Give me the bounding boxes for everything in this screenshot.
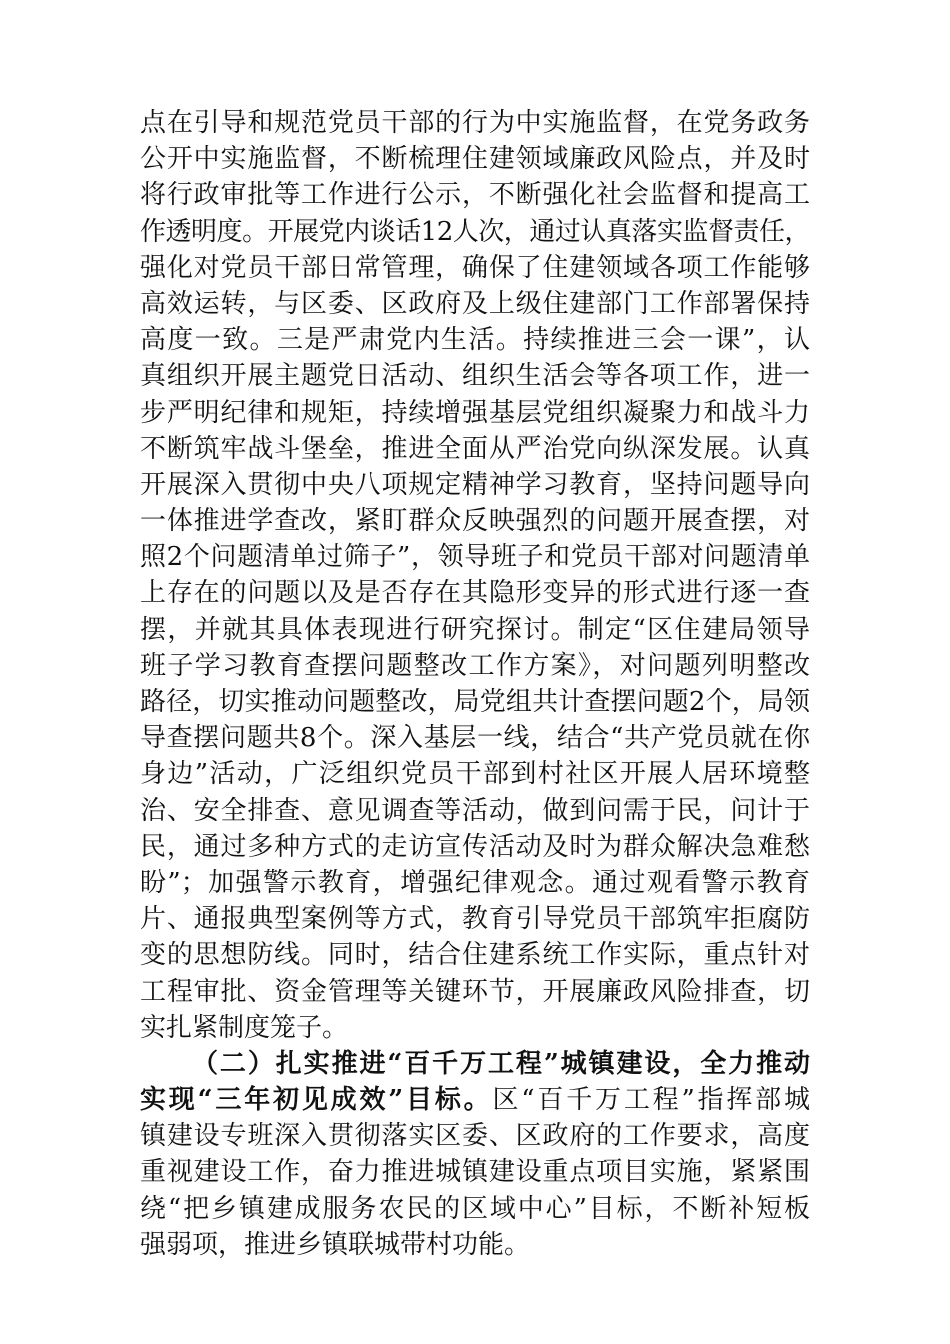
- text-line: 导查摆问题共8个。深入基层一线，结合“共产党员就在你: [140, 723, 810, 754]
- text-line: 作透明度。开展党内谈话12人次，通过认真落实监督责任，: [140, 216, 810, 247]
- text-line: 镇建设专班深入贯彻落实区委、区政府的工作要求，高度: [140, 1121, 810, 1152]
- text-line: 治、安全排查、意见调查等活动，做到问需于民，问计于: [140, 795, 810, 826]
- text-line: 身边”活动，广泛组织党员干部到村社区开展人居环境整: [140, 759, 810, 790]
- text-line: 重视建设工作，奋力推进城镇建设重点项目实施，紧紧围: [140, 1157, 810, 1188]
- text-line: 公开中实施监督，不断梳理住建领域廉政风险点，并及时: [140, 144, 810, 175]
- text-line: 盼”；加强警示教育，增强纪律观念。通过观看警示教育: [140, 867, 810, 898]
- paragraph-1: [140, 105, 810, 1046]
- section-heading-line: （二）扎实推进“百千万工程”城镇建设，全力推动: [192, 1048, 810, 1079]
- text-line: 点在引导和规范党员干部的行为中实施监督，在党务政务: [140, 108, 810, 138]
- text-line: 不断筑牢战斗堡垒，推进全面从严治党向纵深发展。认真: [140, 433, 810, 464]
- document-body: [140, 105, 810, 1263]
- text-line: 摆，并就其具体表现进行研究探讨。制定“区住建局领导: [140, 614, 810, 645]
- text-line: 片、通报典型案例等方式，教育引导党员干部筑牢拒腐防: [140, 904, 810, 935]
- text-line: 工程审批、资金管理等关键环节，开展廉政风险排查，切: [140, 976, 810, 1007]
- text-line: 高效运转，与区委、区政府及上级住建部门工作部署保持: [140, 288, 810, 319]
- text-line: 步严明纪律和规矩，持续增强基层党组织凝聚力和战斗力: [140, 397, 810, 428]
- text-line: 路径，切实推动问题整改，局党组共计查摆问题2个，局领: [140, 687, 810, 717]
- text-line: 强化对党员干部日常管理，确保了住建领域各项工作能够: [140, 252, 810, 283]
- section-heading-mixed-line: [140, 1082, 810, 1118]
- text-fragment: 区“百千万工程”指挥部城: [492, 1085, 810, 1116]
- text-line: 上存在的问题以及是否存在其隐形变异的形式进行逐一查: [140, 578, 810, 609]
- text-line: 班子学习教育查摆问题整改工作方案》，对问题列明整改: [140, 650, 810, 681]
- text-line: 绕“把乡镇建成服务农民的区域中心”目标，不断补短板: [140, 1193, 810, 1224]
- text-line: 实扎紧制度笼子。: [140, 1012, 349, 1043]
- text-line: 强弱项，推进乡镇联城带村功能。: [140, 1229, 531, 1260]
- section-heading-tail: 实现“三年初见成效”目标。: [140, 1085, 493, 1116]
- text-line: 真组织开展主题党日活动、组织生活会等各项工作，进一: [140, 361, 810, 392]
- text-line: 高度一致。三是严肃党内生活。持续推进三会一课”，认: [140, 325, 810, 356]
- text-line: 将行政审批等工作进行公示，不断强化社会监督和提高工: [140, 180, 810, 211]
- text-line: 一体推进学查改，紧盯群众反映强烈的问题开展查摆，对: [140, 506, 810, 537]
- text-line: 照2个问题清单过筛子”，领导班子和党员干部对问题清单: [140, 542, 810, 573]
- paragraph-2: [140, 1046, 810, 1263]
- text-line: 开展深入贯彻中央八项规定精神学习教育，坚持问题导向: [140, 469, 810, 500]
- text-line: 变的思想防线。同时，结合住建系统工作实际，重点针对: [140, 940, 810, 971]
- text-line: 民，通过多种方式的走访宣传活动及时为群众解决急难愁: [140, 831, 810, 862]
